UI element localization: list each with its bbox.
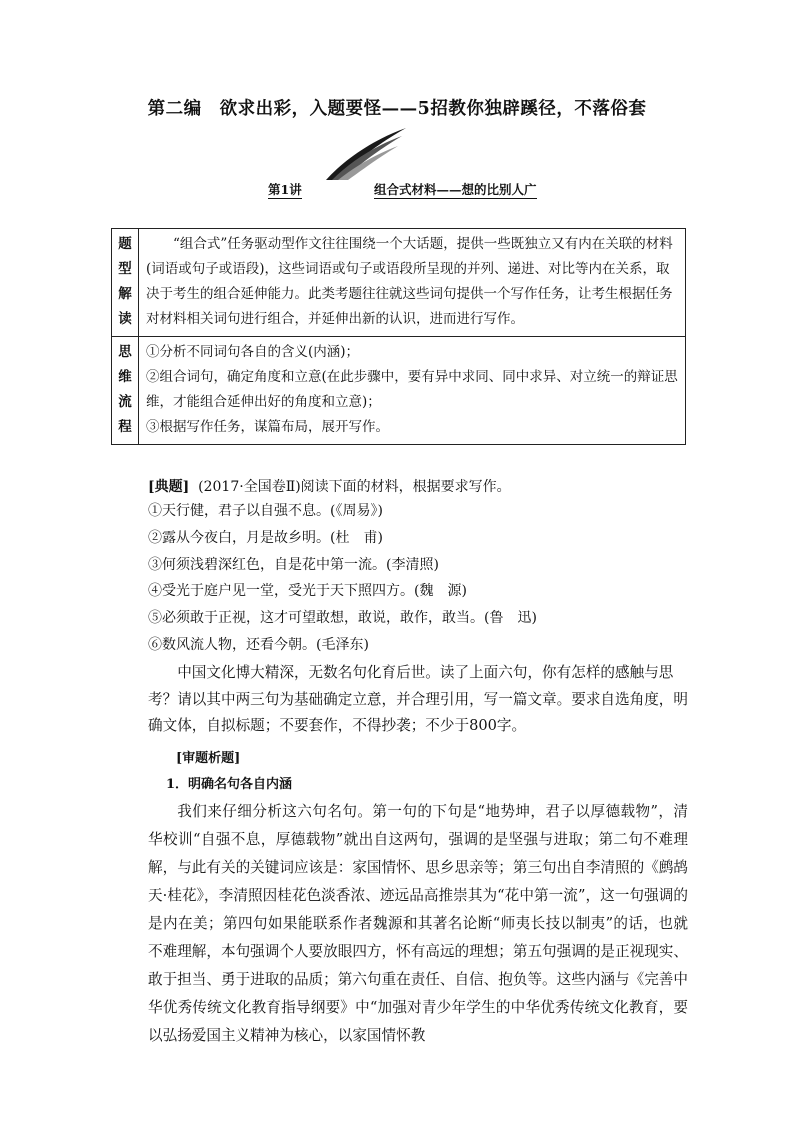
list-item: ④受光于庭户见一堂，受光于天下照四方。(魏 源)	[148, 583, 467, 600]
topic-interpretation-text: “组合式”任务驱动型作文往往围绕一个大话题，提供一些既独立又有内在关联的材料(词语或句子或语段)，这些词语或句子或语段所呈现的并列、递进、对比等内在关系，取决于考生的组合延伸能力。此类考题往往就这些词句提供一个写作任务，让考生根据任务对材料相关词句进行组合，并延伸出新的认识，进而进行写作。	[139, 229, 686, 337]
list-item: ⑥数风流人物，还看今朝。(毛泽东)	[148, 636, 369, 653]
example-source: (2017·全国卷Ⅱ)阅读下面的材料，根据要求写作。	[198, 479, 511, 495]
row-label-topic-interpretation: 题 型 解 读	[112, 229, 139, 337]
example-tag: [典题]	[148, 479, 190, 495]
list-item: ③何须浅碧深红色，自是花中第一流。(李清照)	[148, 556, 439, 573]
page-title: 第二编 欲求出彩，入题要怪——5招教你独辟蹊径，不落俗套	[147, 99, 647, 119]
writing-prompt: 中国文化博大精深，无数名句化育后世。读了上面六句，你有怎样的感触与思考？请以其中两三句为基础确定立意，并合理引用，写一篇文章。要求自选角度，明确文体，自拟标题；不要套作，不得抄袭；不少于800字。	[148, 664, 688, 734]
quote-list	[148, 498, 688, 659]
list-item: ②露从今夜白，月是故乡明。(杜 甫)	[148, 529, 383, 546]
table-row	[112, 229, 686, 337]
lecture-heading	[0, 180, 794, 198]
list-item: ⑤必须敢于正视，这才可望敢想，敢说，敢作，敢当。(鲁 迅)	[148, 610, 537, 627]
list-item: ①天行健，君子以自强不息。(《周易》)	[148, 503, 383, 519]
analysis-subheading: 1．明确名句各自内涵	[166, 777, 293, 792]
lecture-number: 第1讲	[268, 182, 302, 197]
list-item: ①分析不同词句各自的含义(内涵)；	[146, 344, 360, 360]
intro-table	[111, 228, 686, 445]
analysis-paragraph: 我们来仔细分析这六句名句。第一句的下句是“地势坤，君子以厚德载物”，清华校训“自强不息，厚德载物”就出自这两句，强调的是坚强与进取；第二句不难理解，与此有关的关键词应该是：家国情怀、思乡思亲等；第三句出自李清照的《鹧鸪天·桂花》，李清照因桂花色淡香浓、迹远品高推崇其为“花中第一流”，这一句强调的是内在美；第四句如果能联系作者魏源和其著名论断“师夷长技以制夷”的话，也就不难理解，本句强调个人要放眼四方，怀有高远的理想；第五句强调的是正视现实、敢于担当、勇于进取的品质；第六句重在责任、自信、抱负等。这些内涵与《完善中华优秀传统文化教育指导纲要》中“加强对青少年学生的中华优秀传统文化教育，要以弘扬爱国主义精神为核心，以家国情怀教	[148, 803, 688, 1044]
list-item: ②组合词句，确定角度和立意(在此步骤中，要有异中求同、同中求异、对立统一的辩证思维，才能组合延伸出好的角度和立意)；	[146, 369, 678, 410]
swoosh-logo-icon	[322, 126, 408, 182]
example-heading	[148, 474, 688, 500]
table-row	[112, 337, 686, 445]
analysis-headings	[148, 746, 688, 798]
analysis-heading: [审题析题]	[176, 751, 241, 766]
row-label-thinking-process: 思 维 流 程	[112, 337, 139, 445]
thinking-process-steps	[139, 337, 686, 445]
list-item: ③根据写作任务，谋篇布局，展开写作。	[146, 419, 389, 435]
lecture-subtitle: 组合式材料——想的比别人广	[374, 182, 537, 197]
